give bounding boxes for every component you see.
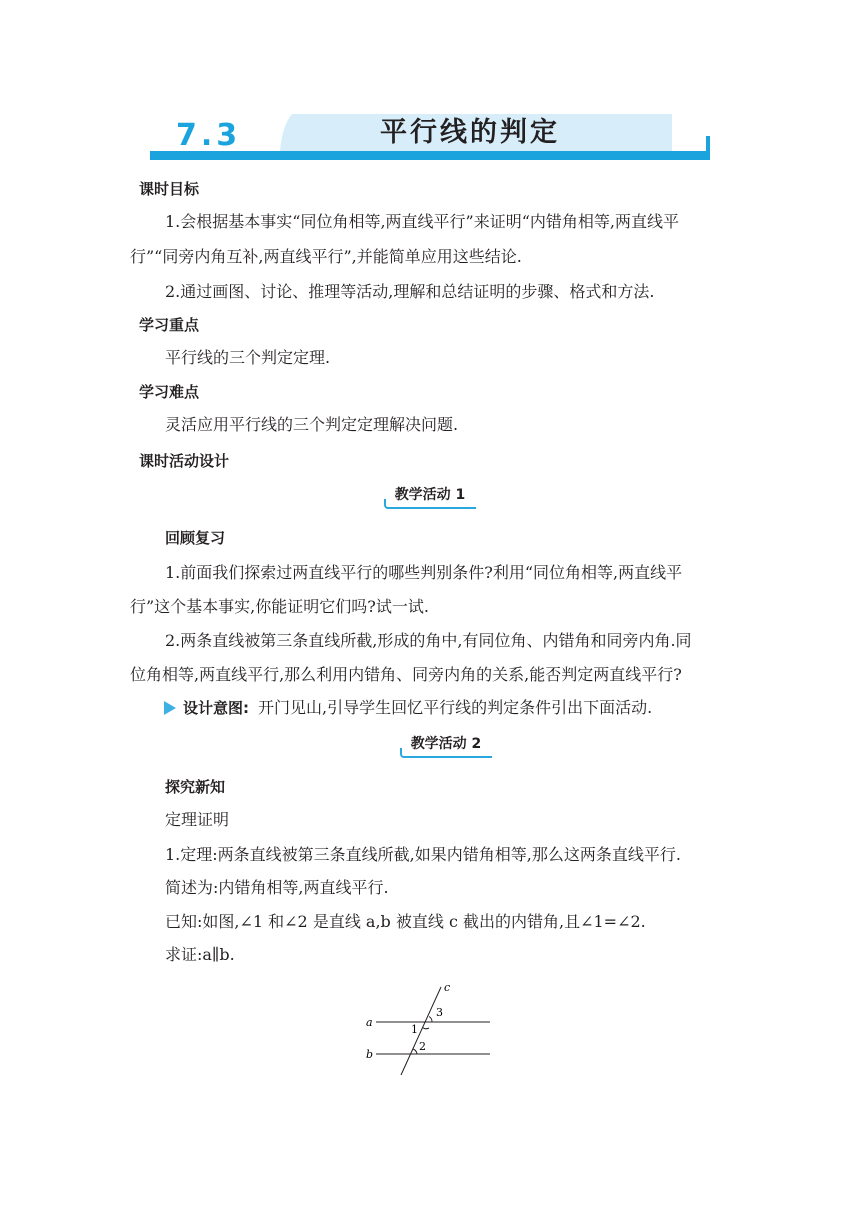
- activity-2-underline: [404, 756, 492, 758]
- goals-heading: 课时目标: [139, 180, 200, 198]
- line-c: [401, 987, 441, 1075]
- design-intent-label: 设计意图:: [183, 699, 249, 717]
- theorem-statement: 1.定理:两条直线被第三条直线所截,如果内错角相等,那么这两条直线平行.: [165, 845, 681, 864]
- activity-2-sub2: 定理证明: [165, 810, 230, 829]
- activity-1-title: 教学活动 1: [394, 487, 466, 503]
- label-b: b: [366, 1048, 374, 1061]
- key-points-text: 平行线的三个判定定理.: [165, 348, 331, 367]
- activity-2-title: 教学活动 2: [410, 736, 482, 752]
- triangle-bullet-icon: [163, 700, 177, 716]
- design-intent-text: 开门见山,引导学生回忆平行线的判定条件引出下面活动.: [258, 698, 653, 717]
- difficulties-heading: 学习难点: [139, 383, 200, 401]
- goal-item-1-line-2: 行”“同旁内角互补,两直线平行”,并能简单应用这些结论.: [130, 247, 522, 266]
- label-a: a: [366, 1016, 373, 1029]
- activity-1-q1-line-2: 行”这个基本事实,你能证明它们吗?试一试.: [130, 597, 429, 616]
- goal-item-1-line-1: 1.会根据基本事实“同位角相等,两直线平行”来证明“内错角相等,两直线平: [165, 212, 679, 231]
- activity-2-title-block: [400, 734, 492, 760]
- activity-1-subheading: 回顾复习: [165, 529, 226, 547]
- parallel-lines-figure: [360, 980, 500, 1080]
- activity-1-title-block: [384, 485, 476, 511]
- activity-1-q1-line-1: 1.前面我们探索过两直线平行的哪些判别条件?利用“同位角相等,两直线平: [165, 563, 683, 582]
- angle-2-arc: [413, 1049, 417, 1054]
- activity-2-subheading: 探究新知: [165, 778, 226, 796]
- label-c: c: [444, 981, 451, 994]
- key-points-heading: 学习重点: [139, 316, 200, 334]
- angle-1-arc: [423, 1028, 430, 1029]
- section-number: 7.3: [176, 118, 242, 153]
- activity-1-q2-line-1: 2.两条直线被第三条直线所截,形成的角中,有同位角、内错角和同旁内角.同: [165, 631, 692, 650]
- activity-1-q2-line-2: 位角相等,两直线平行,那么利用内错角、同旁内角的关系,能否判定两直线平行?: [130, 665, 682, 684]
- section-title: 平行线的判定: [380, 117, 560, 148]
- angle-3-arc: [429, 1017, 432, 1023]
- section-header: [0, 0, 860, 170]
- design-heading: 课时活动设计: [139, 452, 230, 470]
- goal-item-2: 2.通过画图、讨论、推理等活动,理解和总结证明的步骤、格式和方法.: [165, 282, 655, 301]
- difficulties-text: 灵活应用平行线的三个判定定理解决问题.: [165, 415, 459, 434]
- label-angle-2: 2: [419, 1040, 426, 1053]
- label-angle-3: 3: [436, 1006, 443, 1019]
- prove-statement: 求证:a∥b.: [165, 945, 235, 964]
- theorem-brief: 简述为:内错角相等,两直线平行.: [165, 878, 389, 897]
- activity-1-hook: [384, 499, 391, 509]
- given-statement: 已知:如图,∠1 和∠2 是直线 a,b 被直线 c 截出的内错角,且∠1=∠2.: [165, 912, 646, 931]
- activity-2-hook: [400, 748, 407, 758]
- activity-1-underline: [388, 507, 476, 509]
- label-angle-1: 1: [411, 1023, 418, 1036]
